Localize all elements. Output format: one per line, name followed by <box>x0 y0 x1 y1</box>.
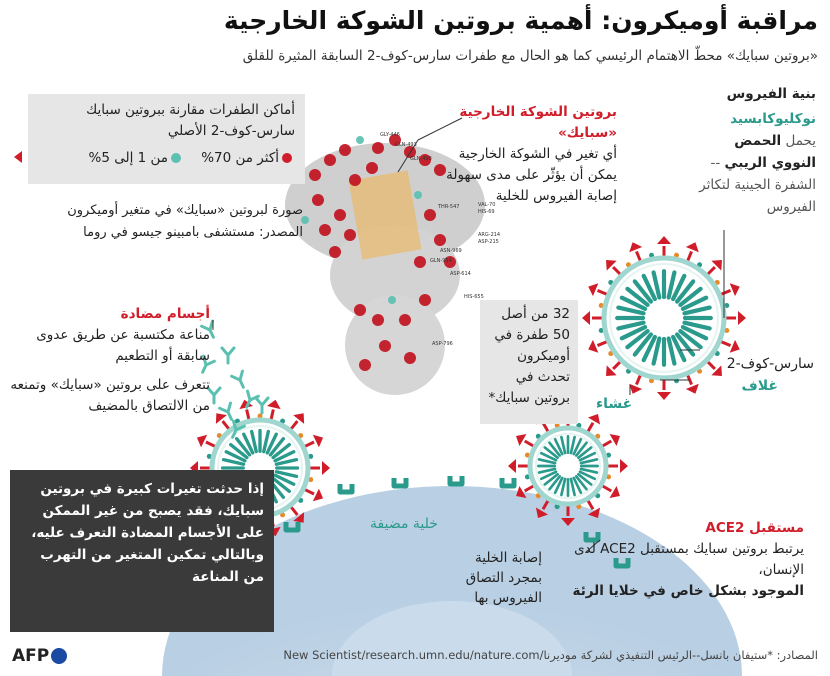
immune-escape-note: إذا حدثت تغيرات كبيرة في بروتين سبايك، فقد يصبح من غير الممكن على الأجسام المضادة التعرف عليه، وبالتالي تمكين المتغير من التهرب من المناعة <box>10 470 274 632</box>
mutations-legend <box>88 150 295 166</box>
spike-residue-label: ASN-969 <box>440 248 462 254</box>
infection-note: إصابة الخلية بمجرد التصاق الفيروس بها <box>465 550 542 606</box>
nucleocapsid-title: نوكليوكابسيد <box>730 111 816 127</box>
spike-title: بروتين الشوكة الخارجية «سبايك» <box>459 104 617 141</box>
spike-residue-label: HIS-655 <box>464 294 484 300</box>
sars-cov-2-label: سارس-كوف-2 <box>726 356 814 372</box>
spike-residue-label: ASP-796 <box>432 341 453 347</box>
host-cell-label: خلية مضيفة <box>370 516 438 532</box>
legend-high-label: أكثر من 70% <box>201 150 279 166</box>
legend-low-label: من 1 إلى 5% <box>88 150 169 166</box>
spike-residue-label: GLN-954 <box>430 258 452 264</box>
mutations-box-title: أماكن الطفرات مقارنة ببروتين سبايك سارس-كوف-2 الأصلي <box>86 102 295 139</box>
structure-heading: بنية الفيروس <box>726 86 816 102</box>
photo-caption-source: المصدر: مستشفى بامبينو جيسو في روما <box>83 225 303 240</box>
nucleocapsid-post: -- الشفرة الجينية لتكاثر الفيروس <box>699 155 816 215</box>
photo-caption-line1: صورة لبروتين «سبايك» في متغير أوميكرون <box>67 203 303 218</box>
page-subtitle: «بروتين سبايك» محطّ الاهتمام الرئيسي كما هو الحال مع طفرات سارس-كوف-2 السابقة المثيرة للقلق <box>242 48 818 64</box>
virus-diagram-large <box>582 236 746 400</box>
antibodies-text2: تتعرف على بروتين «سبايك» وتمنعه من الالتصاق بالمضيف <box>10 377 210 414</box>
spike-residue-label: GLY-446 <box>380 132 400 138</box>
antibodies-text1: مناعة مكتسبة عن طريق عدوى سابقة أو التطعيم <box>36 327 210 364</box>
ace2-description <box>564 518 804 602</box>
legend-low-dot <box>171 153 181 163</box>
spike-residue-label: GLN-493 <box>395 142 417 148</box>
page-title: مراقبة أوميكرون: أهمية بروتين الشوكة الخارجية <box>223 6 818 35</box>
afp-logo <box>12 646 67 666</box>
ace2-title: مستقبل ACE2 <box>705 520 804 536</box>
ace2-text1: يرتبط بروتين سبايك بمستقبل ACE2 لدى الإنسان، <box>574 541 804 578</box>
spike-residue-label: GLN-498 <box>410 156 432 162</box>
spike-residue-label: ASP-215 <box>478 239 499 245</box>
nucleocapsid-bold: الحمض النووي الريبي <box>724 133 816 171</box>
mutation-count-box: 32 من أصل 50 طفرة في أوميكرون تحدث في بروتين سبايك* <box>480 300 578 424</box>
mutations-box <box>28 94 305 184</box>
spike-residue-label: ASP-614 <box>450 271 471 277</box>
photo-caption <box>3 200 303 244</box>
nucleocapsid-pre: يحمل <box>785 133 816 149</box>
membrane-label: غشاء <box>596 396 633 412</box>
spike-description <box>427 102 617 207</box>
afp-logo-dot <box>51 648 67 664</box>
legend-arrow-icon <box>14 151 22 163</box>
spike-text: أي تغير في الشوكة الخارجية يمكن أن يؤثّر على مدى سهولة إصابة الفيروس للخلية <box>446 146 617 204</box>
nucleocapsid-note <box>696 108 816 218</box>
spike-residue-label: ARG-214 <box>478 232 501 238</box>
spike-residue-label: VAL-70 <box>478 202 496 208</box>
spike-residue-label: THR-547 <box>438 204 460 210</box>
footer-sources: المصادر: *ستيفان بانسل--الرئيس التنفيذي لشركة موديرنا/New Scientist/research.umn.edu/nature.com <box>283 648 818 662</box>
antibodies-title: أجسام مضادة <box>120 306 210 322</box>
envelope-label: غلاف <box>741 378 778 394</box>
legend-high-dot <box>282 153 292 163</box>
spike-residue-label: HIS-69 <box>478 209 495 215</box>
afp-logo-text: AFP <box>12 646 50 666</box>
antibodies-description <box>0 304 210 417</box>
ace2-text2: الموجود بشكل خاص في خلايا الرئة <box>572 583 804 599</box>
